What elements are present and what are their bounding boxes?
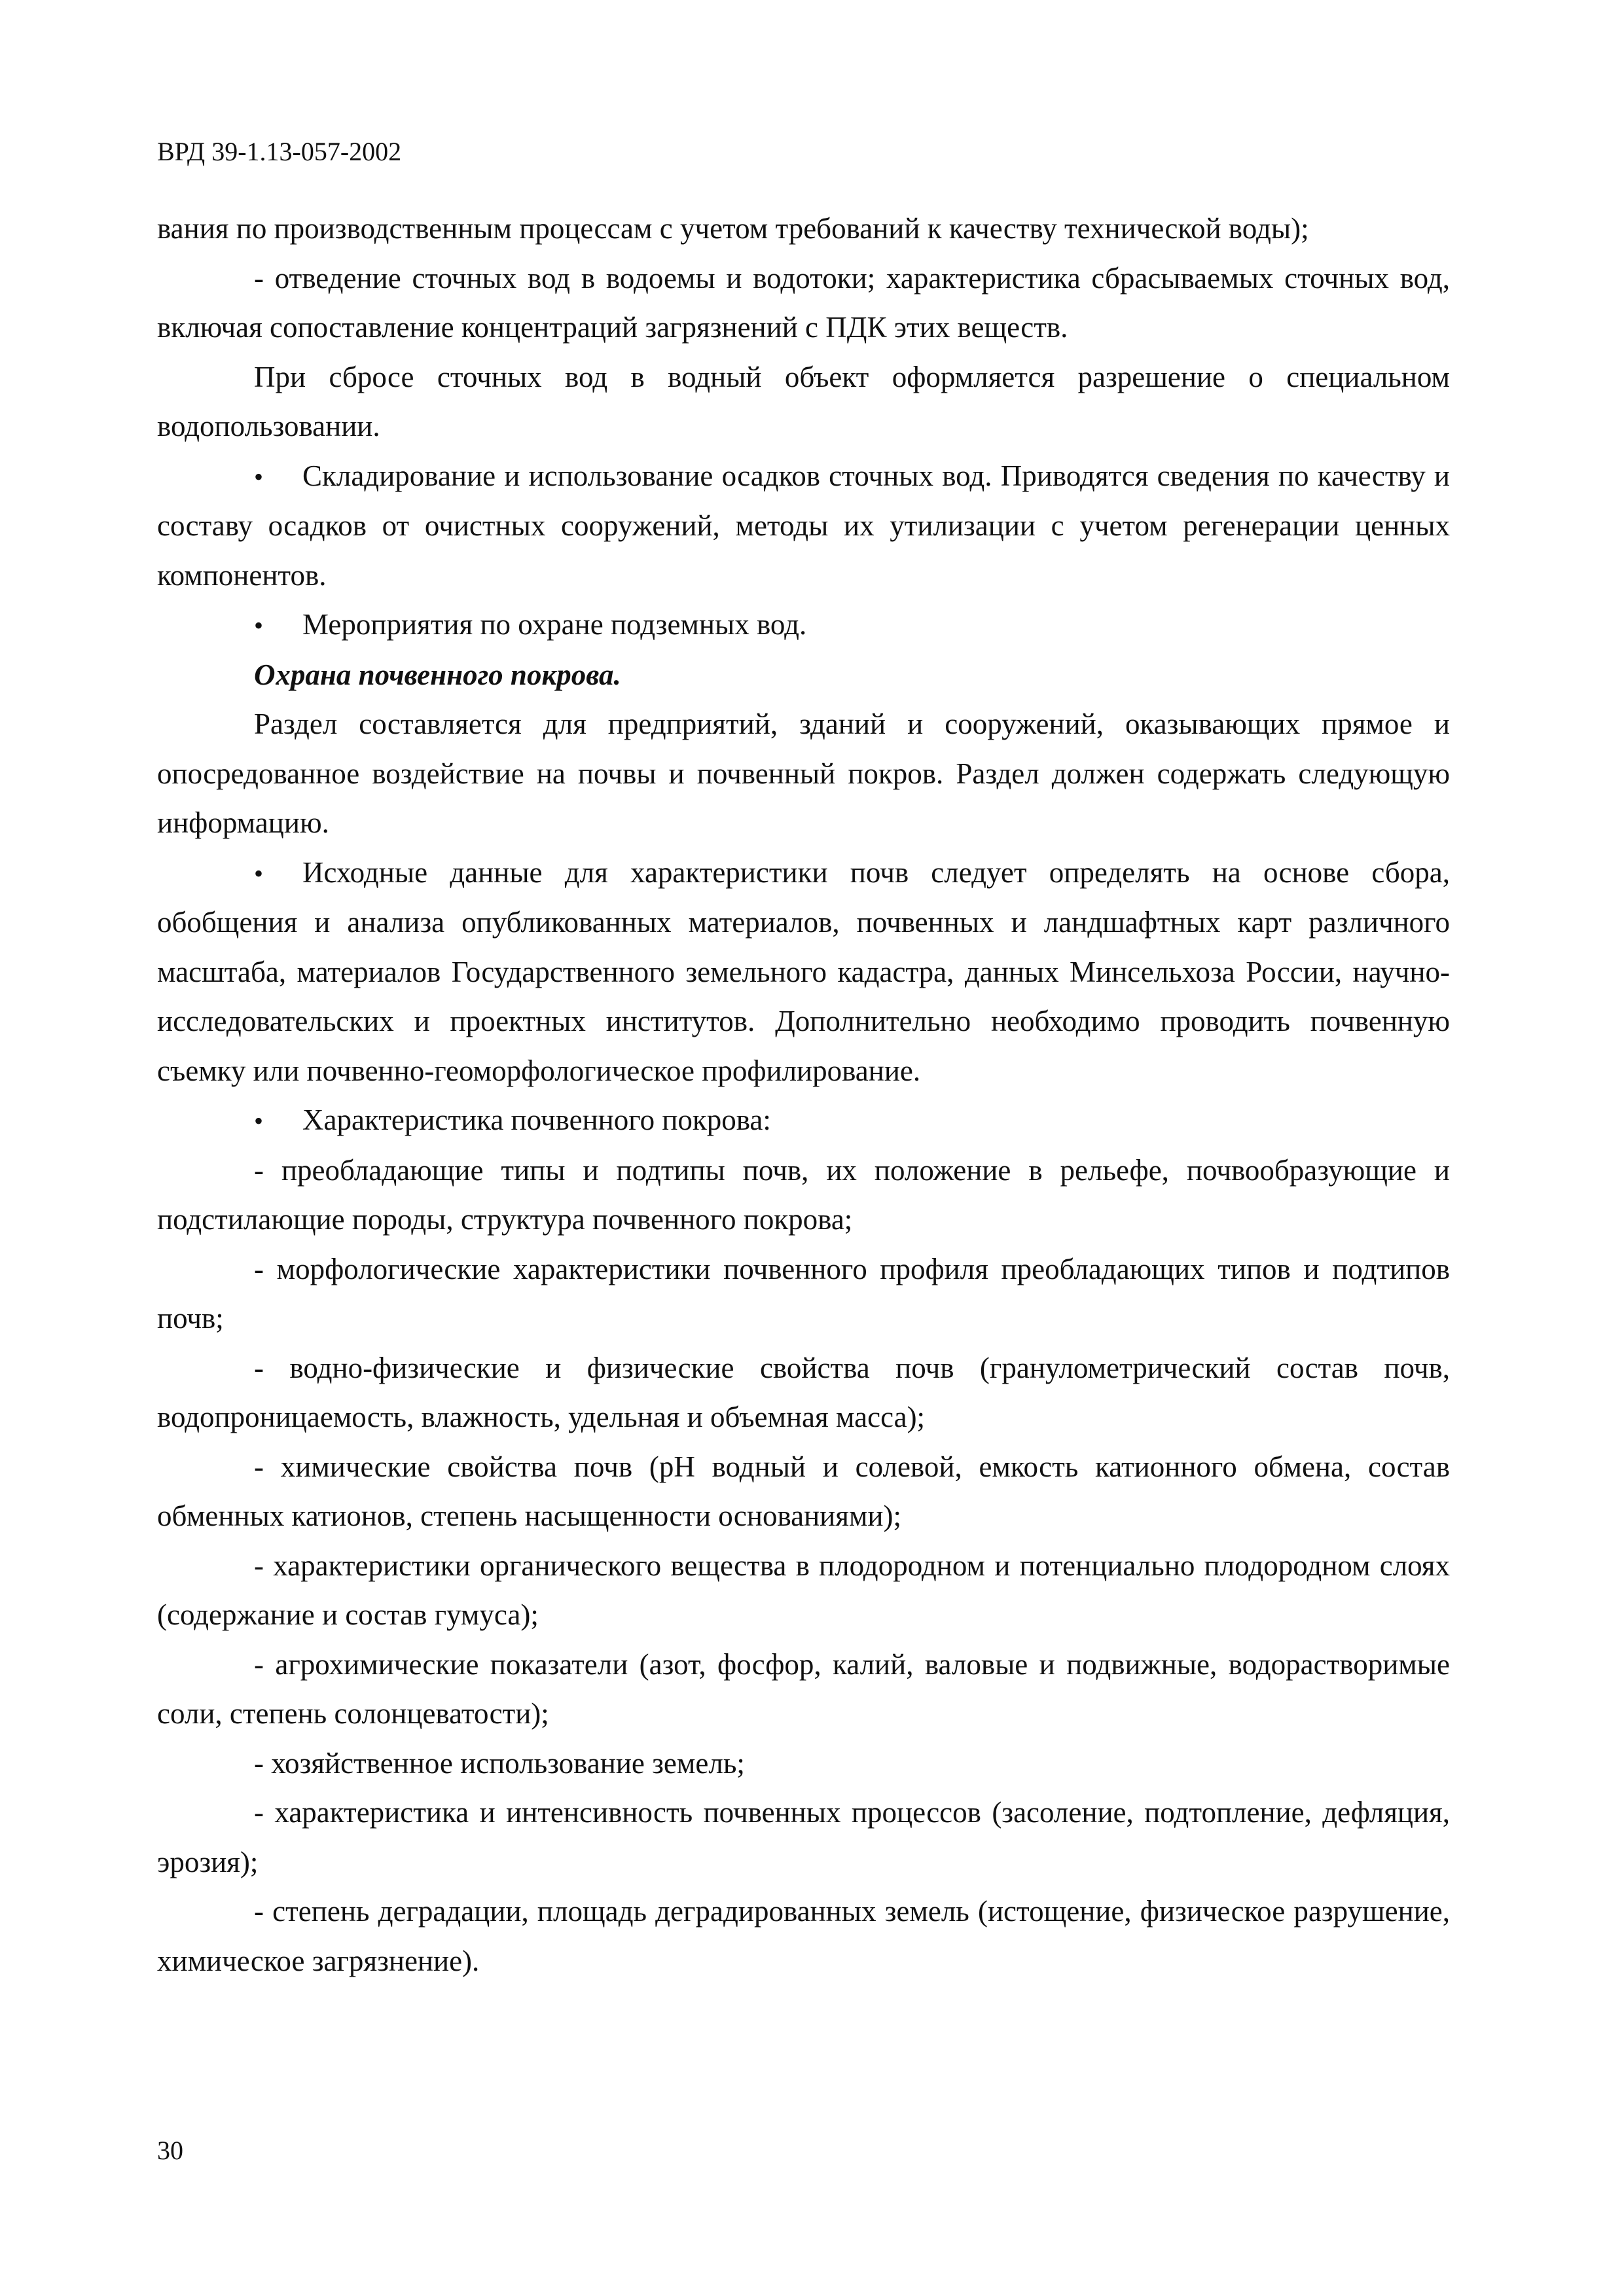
bullet-item-soil-characteristics xyxy=(157,1096,1450,1146)
section-title-soil-protection: Охрана почвенного покрова. xyxy=(254,658,621,691)
document-body xyxy=(157,204,1450,1986)
bullet-item-text: Характеристика почвенного покрова: xyxy=(302,1103,771,1136)
bullet-item-text: Мероприятия по охране подземных вод. xyxy=(302,608,807,641)
list-item-chemical-properties: - химические свойства почв (рН водный и солевой, емкость катионного обмена, состав обменных катионов, степень насыщенности основаниями); xyxy=(157,1450,1450,1532)
bullet-item-groundwater xyxy=(157,600,1450,651)
list-item-land-use: - хозяйственное использование земель; xyxy=(254,1746,745,1780)
list-item-degradation: - степень деградации, площадь деградированных земель (истощение, физическое разрушение, химическое загрязнение). xyxy=(157,1895,1450,1977)
bullet-item-text: Складирование и использование осадков сточных вод. Приводятся сведения по качеству и составу осадков от очистных сооружений, методы их утилизации с учетом регенерации ценных компонентов. xyxy=(157,459,1450,592)
bullet-item-source-data xyxy=(157,848,1450,1096)
paragraph-section-intro: Раздел составляется для предприятий, зданий и сооружений, оказывающих прямое и опосредованное воздействие на почвы и почвенный покров. Раздел должен содержать следующую информацию. xyxy=(157,708,1450,839)
paragraph-discharge-permit: При сбросе сточных вод в водный объект оформляется разрешение о специальном водопользовании. xyxy=(157,360,1450,442)
bullet-icon: • xyxy=(254,461,264,492)
paragraph-wastewater-discharge: - отведение сточных вод в водоемы и водотоки; характеристика сбрасываемых сточных вод, включая сопоставление концентраций загрязнений с ПДК этих веществ. xyxy=(157,261,1450,344)
paragraph-continuation: вания по производственным процессам с учетом требований к качеству технической воды); xyxy=(157,212,1309,245)
list-item-soil-processes: - характеристика и интенсивность почвенных процессов (засоление, подтопление, дефляция, эрозия); xyxy=(157,1796,1450,1878)
list-item-morphology: - морфологические характеристики почвенного профиля преобладающих типов и подтипов почв; xyxy=(157,1252,1450,1335)
document-header: ВРД 39-1.13-057-2002 xyxy=(157,137,402,166)
bullet-item-text: Исходные данные для характеристики почв следует определять на основе сбора, обобщения и анализа опубликованных материалов, почвенных и ландшафтных карт различного масштаба, материалов Государственного земельного кадастра, данных Минсельхоза России, научно-исследовательских и проектных институтов. Дополнительно необходимо проводить почвенную съемку или почвенно-геоморфологическое профилирование. xyxy=(157,855,1450,1087)
bullet-item-sludge-storage xyxy=(157,452,1450,601)
list-item-soil-types: - преобладающие типы и подтипы почв, их положение в рельефе, почвообразующие и подстилающие породы, структура почвенного покрова; xyxy=(157,1153,1450,1236)
list-item-physical-properties: - водно-физические и физические свойства почв (гранулометрический состав почв, водопроницаемость, влажность, удельная и объемная масса); xyxy=(157,1351,1450,1433)
list-item-agrochemical: - агрохимические показатели (азот, фосфор, калий, валовые и подвижные, водорастворимые соли, степень солонцеватости); xyxy=(157,1647,1450,1730)
bullet-icon: • xyxy=(254,611,264,640)
bullet-icon: • xyxy=(254,858,264,888)
bullet-icon: • xyxy=(254,1106,264,1136)
page-number: 30 xyxy=(157,2136,183,2165)
list-item-organic-matter: - характеристики органического вещества в плодородном и потенциально плодородном слоях (содержание и состав гумуса); xyxy=(157,1549,1450,1631)
